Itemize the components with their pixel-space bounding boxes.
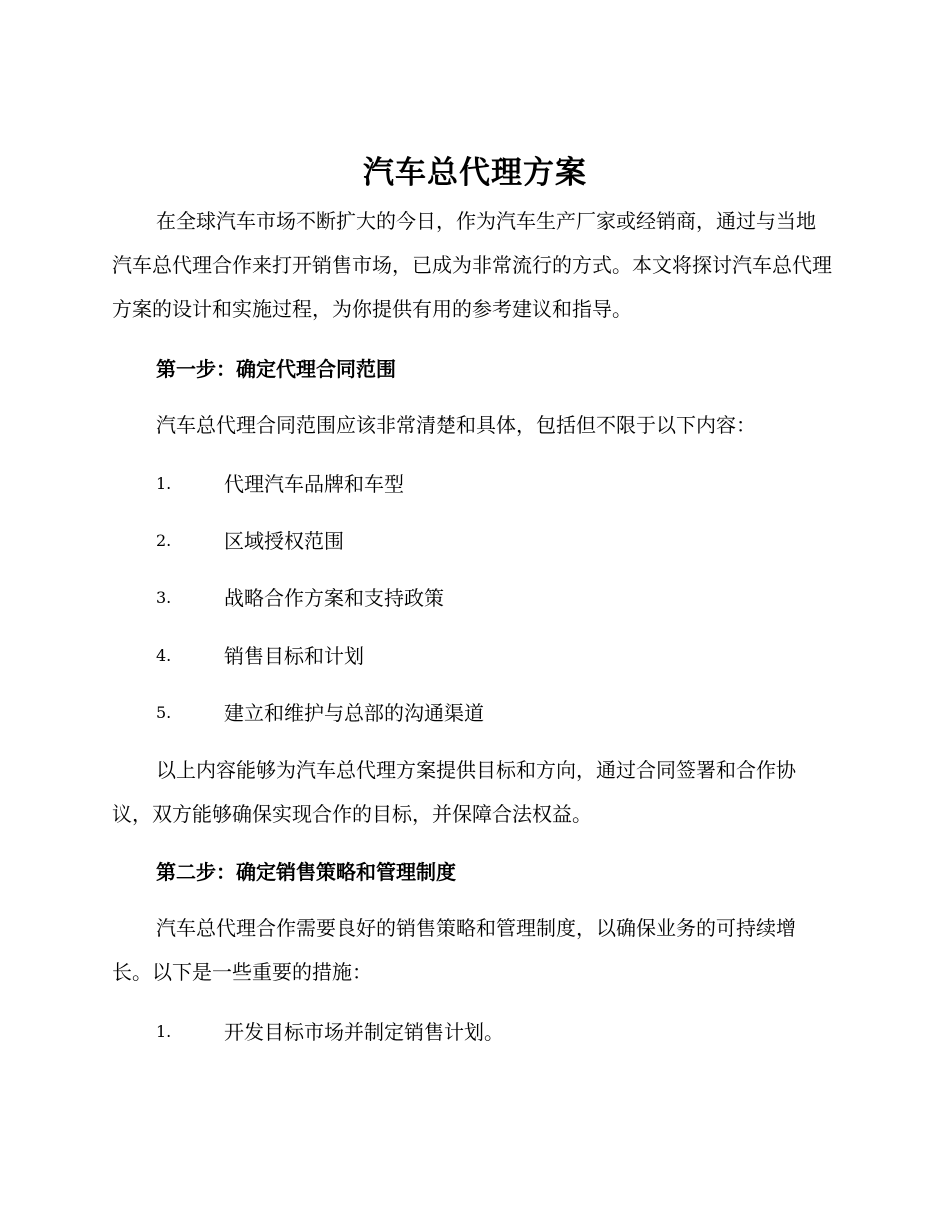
list-text: 开发目标市场并制定销售计划。 [224, 1020, 504, 1044]
section-1-lead: 汽车总代理合同范围应该非常清楚和具体，包括但不限于以下内容： [156, 413, 756, 437]
list-number: 1. [156, 474, 172, 493]
section-1-conclusion: 以上内容能够为汽车总代理方案提供目标和方向，通过合同签署和合作协议，双方能够确保实现合作的目标，并保障合法权益。 [112, 758, 796, 826]
list-text: 建立和维护与总部的沟通渠道 [224, 701, 484, 725]
list-text: 战略合作方案和支持政策 [224, 586, 444, 610]
list-number: 3. [156, 588, 172, 607]
section-1-heading: 第一步：确定代理合同范围 [156, 357, 396, 381]
list-number: 1. [156, 1022, 172, 1041]
list-text: 代理汽车品牌和车型 [224, 472, 404, 496]
list-number: 2. [156, 531, 172, 550]
document-title: 汽车总代理方案 [363, 155, 587, 191]
section-2-lead: 汽车总代理合作需要良好的销售策略和管理制度，以确保业务的可持续增长。以下是一些重要的措施： [112, 916, 796, 984]
section-2-heading: 第二步：确定销售策略和管理制度 [156, 860, 456, 884]
list-number: 5. [156, 703, 172, 722]
list-text: 销售目标和计划 [224, 644, 364, 668]
list-number: 4. [156, 646, 172, 665]
intro-paragraph: 在全球汽车市场不断扩大的今日，作为汽车生产厂家或经销商，通过与当地汽车总代理合作来打开销售市场，已成为非常流行的方式。本文将探讨汽车总代理方案的设计和实施过程，为你提供有用的参考建议和指导。 [112, 209, 832, 321]
list-text: 区域授权范围 [224, 529, 344, 553]
